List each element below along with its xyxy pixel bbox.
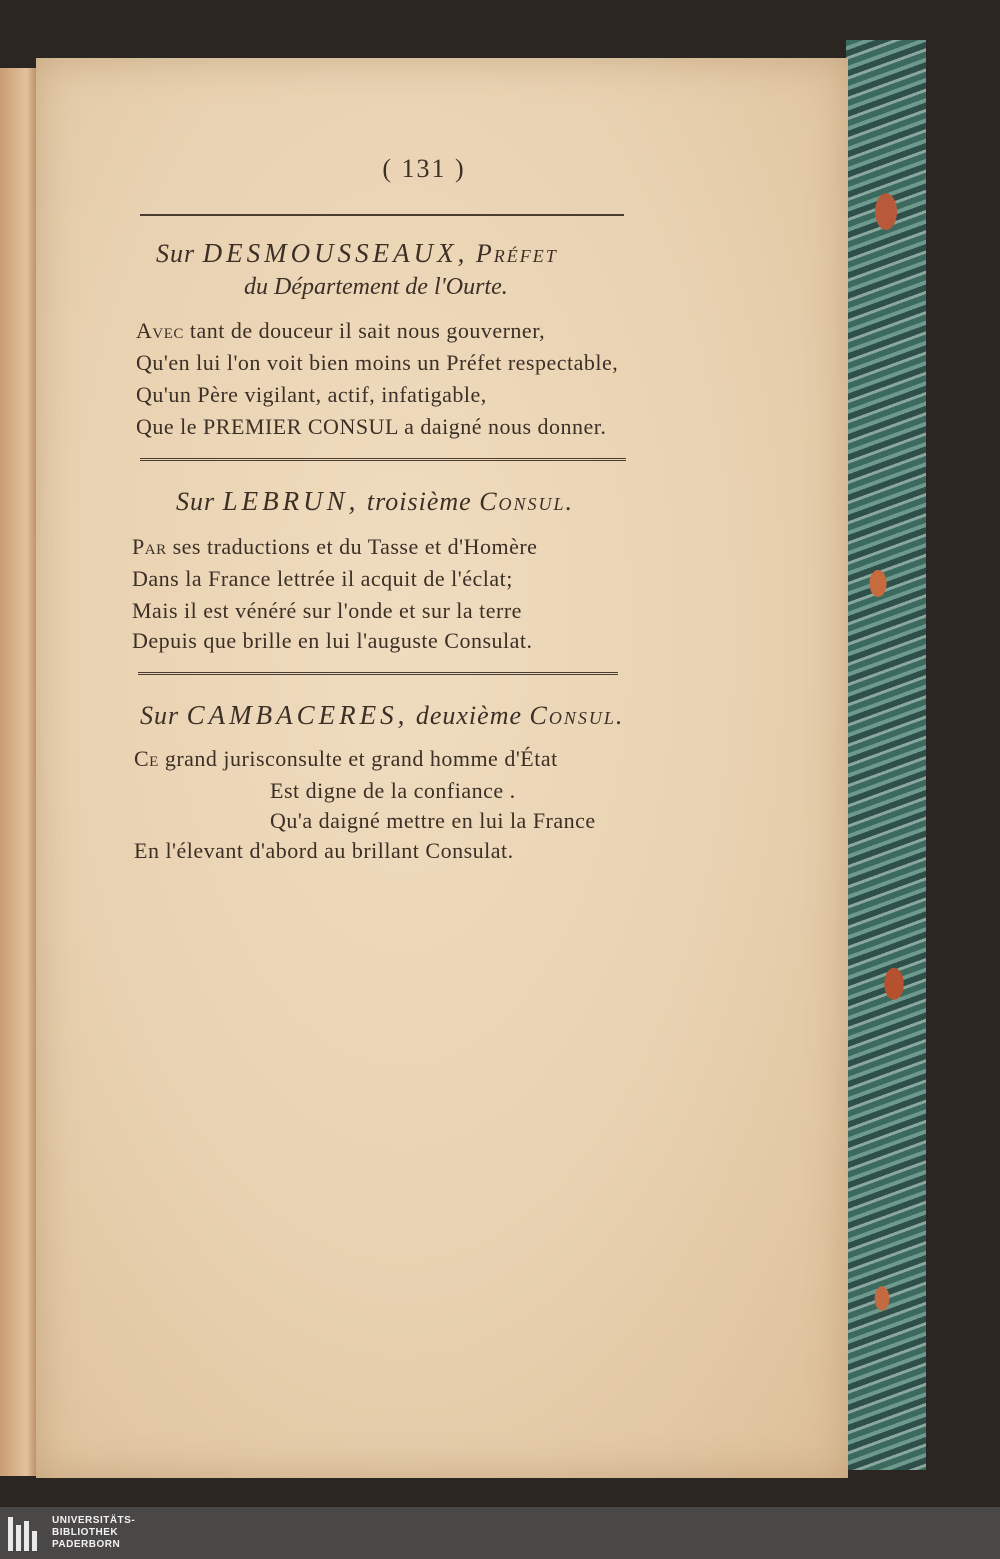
verse-text: Qu'un Père vigilant, actif, infatigable, <box>136 382 487 407</box>
heading-sur: Sur <box>156 239 196 268</box>
library-name-line: BIBLIOTHEK <box>52 1527 119 1538</box>
library-logo-icon <box>8 1517 46 1551</box>
heading-name: LEBRUN, <box>222 486 360 516</box>
verse-line <box>270 778 516 804</box>
heading-title: Consul. <box>529 701 625 730</box>
verse-text: Mais il est vénéré sur l'onde et sur la terre <box>132 598 522 623</box>
heading-title: Préfet <box>475 239 558 268</box>
heading-name: DESMOUSSEAUX, <box>202 238 469 268</box>
facing-page-edge <box>0 68 38 1476</box>
heading-rest: deuxième <box>415 701 523 730</box>
section-heading-lebrun <box>176 486 574 517</box>
rule-top <box>140 214 624 216</box>
verse-line <box>136 382 487 408</box>
verse-text: ses traductions et du Tasse et d'Homère <box>166 534 538 559</box>
verse-text: Dans la France lettrée il acquit de l'éclat; <box>132 566 513 591</box>
verse-text: grand jurisconsulte et grand homme d'État <box>158 746 558 771</box>
rule-divider <box>138 672 618 678</box>
heading-sur: Sur <box>176 487 216 516</box>
heading-title: Consul. <box>479 487 575 516</box>
marbled-cover <box>846 40 926 1470</box>
verse-line <box>132 534 537 560</box>
rule-divider <box>140 458 626 464</box>
verse-text: En l'élevant d'abord au brillant Consulat. <box>134 838 514 863</box>
verse-text: tant de douceur il sait nous gouverner, <box>183 318 546 343</box>
verse-line <box>134 746 558 772</box>
section-heading-desmousseaux <box>156 238 558 269</box>
section-heading-cambaceres <box>140 700 624 731</box>
heading-name: CAMBACERES, <box>186 700 409 730</box>
page-number: ( 131 ) <box>382 154 466 183</box>
verse-line <box>132 598 522 624</box>
verse-line <box>136 318 545 344</box>
verse-text: Depuis que brille en lui l'auguste Consulat. <box>132 628 533 653</box>
heading-rest: troisième <box>366 487 472 516</box>
verse-text: Qu'en lui l'on voit bien moins un Préfet respectable, <box>136 350 619 375</box>
verse-line <box>134 838 514 864</box>
heading-sur: Sur <box>140 701 180 730</box>
verse-line <box>270 808 596 834</box>
verse-text: Est digne de la confiance . <box>270 778 516 803</box>
verse-line <box>132 628 533 654</box>
library-name <box>52 1515 135 1551</box>
verse-text: Que le PREMIER CONSUL a daigné nous donner. <box>136 414 607 439</box>
verse-initial: Par <box>132 534 167 559</box>
verse-line <box>132 566 513 592</box>
library-footer <box>0 1507 1000 1559</box>
book-page <box>36 58 848 1478</box>
verse-initial: Avec <box>136 318 184 343</box>
verse-initial: Ce <box>134 746 159 771</box>
verse-line <box>136 414 606 440</box>
library-name-line: UNIVERSITÄTS- <box>52 1515 136 1526</box>
verse-line <box>136 350 618 376</box>
library-name-line: PADERBORN <box>52 1539 121 1550</box>
verse-text: Qu'a daigné mettre en lui la France <box>270 808 596 833</box>
section-subheading: du Département de l'Ourte. <box>244 274 508 300</box>
